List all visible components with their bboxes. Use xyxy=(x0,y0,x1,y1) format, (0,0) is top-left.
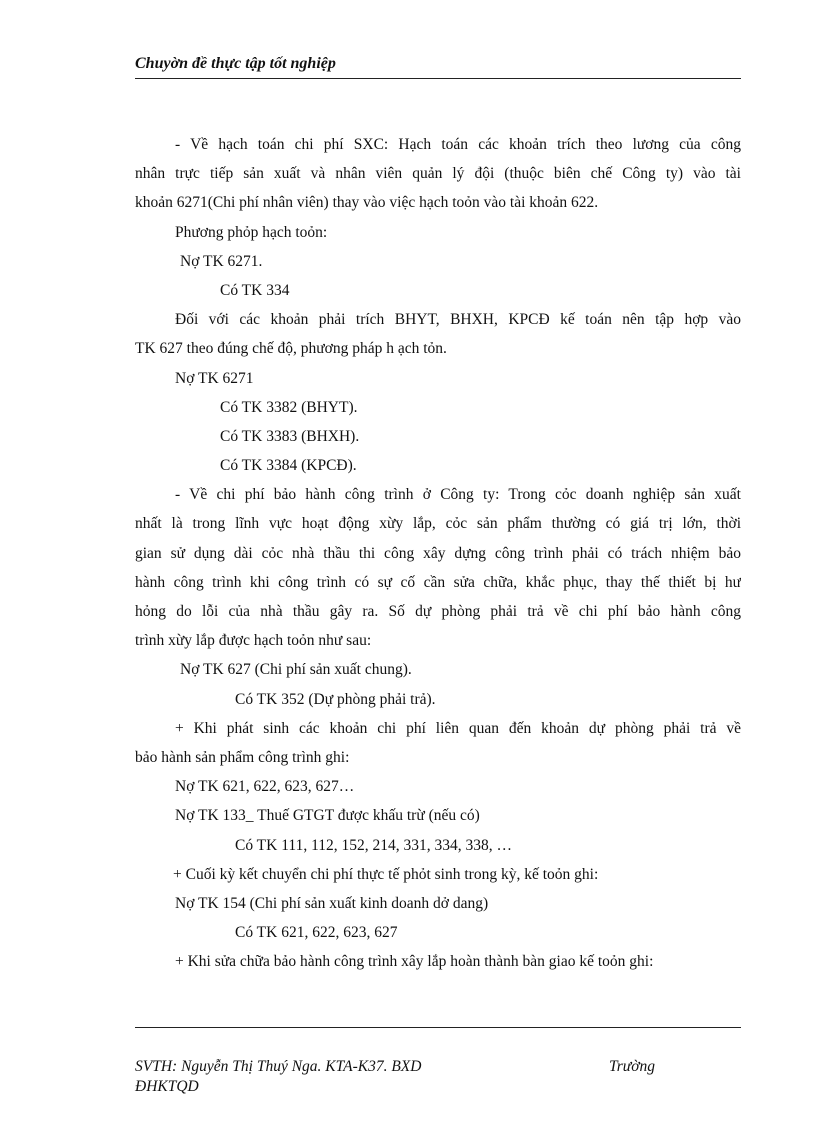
paragraph-line: Có TK 352 (Dự phòng phải trả). xyxy=(235,690,436,708)
paragraph-line: hành công trình khi công trình có sự cố cần sửa chữa, khắc phục, thay thế thiết bị hư xyxy=(135,573,741,591)
paragraph-line: Nợ TK 621, 622, 623, 627… xyxy=(175,778,355,796)
paragraph-line: khoản 6271(Chi phí nhân viên) thay vào việc hạch toỏn vào tài khoản 622. xyxy=(135,194,599,212)
paragraph-line: Có TK 111, 112, 152, 214, 331, 334, 338, … xyxy=(235,836,512,854)
paragraph-line: Đối với các khoản phải trích BHYT, BHXH, KPCĐ kế toán nên tập hợp vào xyxy=(175,311,741,329)
document-body xyxy=(135,130,741,976)
footer-school-abbrev: ĐHKTQD xyxy=(135,1078,199,1095)
paragraph-line: Có TK 621, 622, 623, 627 xyxy=(235,924,398,942)
paragraph-line: trình xừy lắp được hạch toỏn như sau: xyxy=(135,632,372,650)
page-header-title: Chuyờn đề thực tập tốt nghiệp xyxy=(135,55,336,72)
paragraph-line: Nợ TK 6271 xyxy=(175,369,254,387)
paragraph-line: + Khi sửa chữa bảo hành công trình xây lắp hoàn thành bàn giao kế toỏn ghi: xyxy=(175,953,654,971)
paragraph-line: Có TK 3383 (BHXH). xyxy=(220,427,360,445)
paragraph-line: gian sử dụng dài cỏc nhà thầu thi công xây dựng công trình phải có trách nhiệm bảo xyxy=(135,544,741,562)
paragraph-line: hỏng do lỗi của nhà thầu gây ra. Số dự phòng phải trả về chi phí bảo hành công xyxy=(135,603,741,620)
paragraph-line: nhân trực tiếp sản xuất và nhân viên quản lý đội (thuộc biên chế Công ty) vào tài xyxy=(135,165,741,183)
paragraph-line: TK 627 theo đúng chế độ, phương pháp h ạch tỏn. xyxy=(135,340,447,358)
paragraph-line: Nợ TK 6271. xyxy=(180,252,263,270)
paragraph-line: Phương phỏp hạch toỏn: xyxy=(175,223,328,241)
paragraph-line: Có TK 3384 (KPCĐ). xyxy=(220,457,357,475)
paragraph-line: Có TK 334 xyxy=(220,281,290,299)
paragraph-line: nhất là trong lĩnh vực hoạt động xừy lắp, cỏc sản phẩm thường có giá trị lớn, thời xyxy=(135,515,741,533)
paragraph-line: - Về chi phí bảo hành công trình ở Công ty: Trong cỏc doanh nghiệp sản xuất xyxy=(175,486,741,504)
paragraph-line: Có TK 3382 (BHYT). xyxy=(220,398,358,416)
paragraph-line: Nợ TK 133_ Thuế GTGT được khấu trừ (nếu có) xyxy=(175,807,480,825)
paragraph-line: Nợ TK 154 (Chi phí sản xuất kinh doanh dở dang) xyxy=(175,894,489,912)
paragraph-line: - Về hạch toán chi phí SXC: Hạch toán các khoản trích theo lương của công xyxy=(175,136,741,153)
header-divider xyxy=(135,78,741,79)
paragraph-line: + Cuối kỳ kết chuyển chi phí thực tế phỏt sinh trong kỳ, kế toỏn ghi: xyxy=(173,865,599,883)
footer-school: Trường xyxy=(609,1058,656,1075)
paragraph-line: Nợ TK 627 (Chi phí sản xuất chung). xyxy=(180,661,412,679)
footer-author: SVTH: Nguyễn Thị Thuý Nga. KTA-K37. BXD xyxy=(135,1058,422,1075)
paragraph-line: + Khi phát sinh các khoản chi phí liên quan đến khoản dự phòng phải trả về xyxy=(175,719,741,737)
footer-divider xyxy=(135,1027,741,1028)
paragraph-line: bảo hành sản phẩm công trình ghi: xyxy=(135,748,350,766)
